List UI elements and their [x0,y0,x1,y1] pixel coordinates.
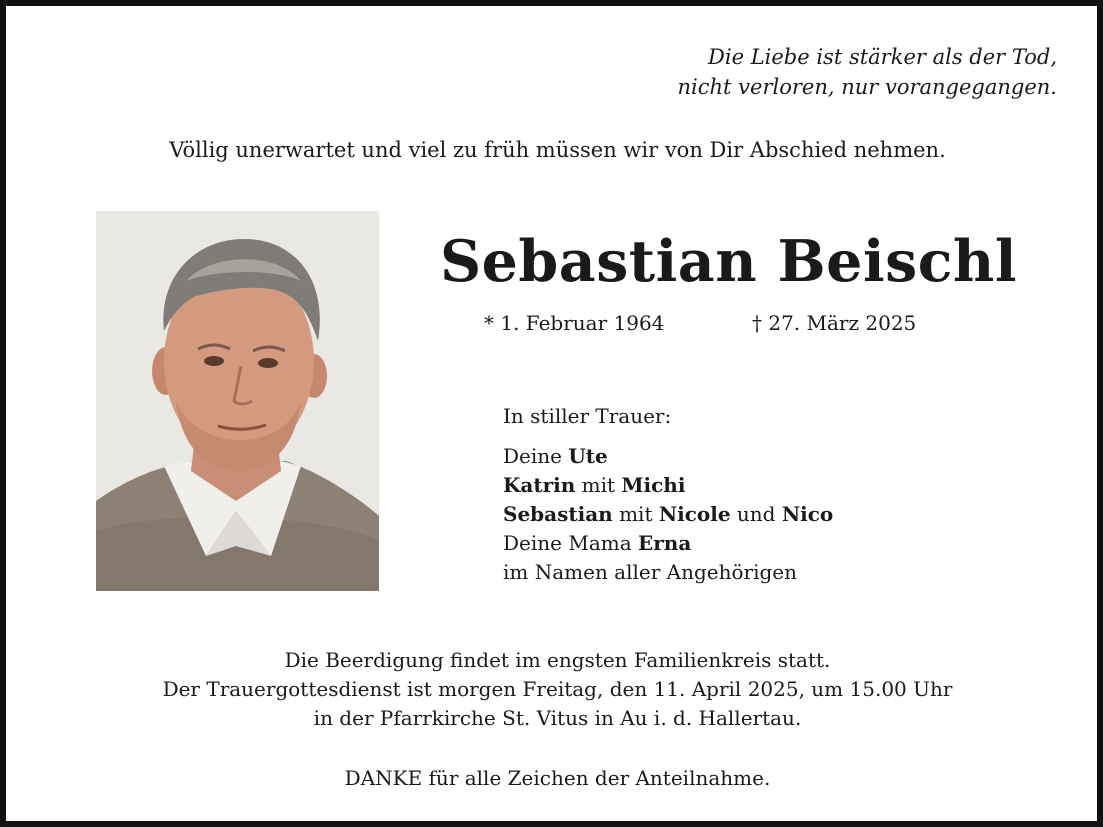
funeral-line-3: in der Pfarrkirche St. Vitus in Au i. d. Hallertau. [313,706,802,730]
mourner-text: Deine [503,444,569,468]
mourner-line [503,471,833,500]
mourner-line [503,442,833,471]
mourners-block [503,402,833,587]
funeral-info [6,646,1103,733]
funeral-line-2: Der Trauergottesdienst ist morgen Freitag, den 11. April 2025, um 15.00 Uhr [162,677,953,701]
portrait-illustration [96,211,379,591]
mourner-name: Nico [781,502,834,526]
mourner-name: Michi [621,473,686,497]
mourner-line: im Namen aller Angehörigen [503,560,798,584]
mourner-line [503,500,833,529]
birth-date: * 1. Februar 1964 [484,311,665,335]
intro-text: Völlig unerwartet und viel zu früh müssen wir von Dir Abschied nehmen. [169,138,946,162]
mourner-name: Ute [568,444,608,468]
mourning-label: In stiller Trauer: [503,404,672,428]
mourner-name: Katrin [503,473,576,497]
portrait-photo [96,211,379,591]
mourner-text: mit [575,473,622,497]
funeral-line-1: Die Beerdigung findet im engsten Familienkreis statt. [284,648,831,672]
mourner-text: mit [612,502,659,526]
motto-quote [678,42,1057,102]
mourner-name: Nicole [658,502,731,526]
motto-line-2: nicht verloren, nur vorangegangen. [677,75,1057,99]
thanks-text: DANKE für alle Zeichen der Anteilnahme. [344,766,771,790]
mourner-name: Sebastian [503,502,613,526]
deceased-name: Sebastian Beischl [440,228,1017,295]
mourner-text: und [730,502,782,526]
mourner-name: Erna [638,531,692,555]
mourner-line [503,529,833,558]
mourner-text: Deine Mama [503,531,638,555]
motto-line-1: Die Liebe ist stärker als der Tod, [708,45,1057,69]
death-date: † 27. März 2025 [752,311,917,335]
